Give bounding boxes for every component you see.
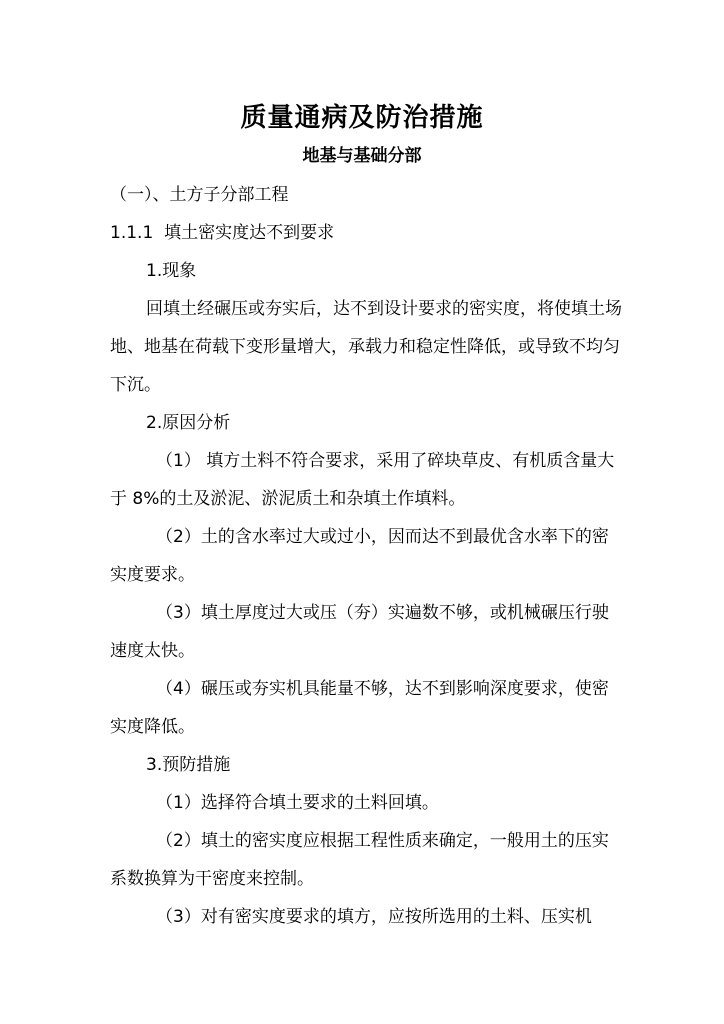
section-heading: （一）、土方子分部工程 xyxy=(110,185,289,205)
subsection-heading: 1.1.1 填土密实度达不到要求 xyxy=(110,223,335,243)
prevention-item-3: （3）对有密实度要求的填方，应按所选用的土料、压实机 xyxy=(156,907,592,927)
prevention-heading: 3.预防措施 xyxy=(146,755,231,775)
cause-item-1: （1） 填方土料不符合要求，采用了碎块草皮、有机质含量大于 8%的土及淤泥、淤泥质土和杂填土作填料。 xyxy=(110,451,615,509)
causes-heading: 2.原因分析 xyxy=(146,413,231,433)
prevention-item-2: （2）填土的密实度应根据工程性质来确定，一般用土的压实系数换算为干密度来控制。 xyxy=(110,831,609,889)
cause-item-3: （3）填土厚度过大或压（夯）实遍数不够，或机械碾压行驶速度太快。 xyxy=(110,603,609,661)
document-subtitle: 地基与基础分部 xyxy=(302,146,422,166)
document-body xyxy=(110,176,625,936)
cause-item-2: （2）土的含水率过大或过小，因而达不到最优含水率下的密实度要求。 xyxy=(110,527,609,585)
phenomenon-heading: 1.现象 xyxy=(146,261,197,281)
cause-item-4: （4）碾压或夯实机具能量不够，达不到影响深度要求，使密实度降低。 xyxy=(110,679,609,737)
phenomenon-paragraph: 回填土经碾压或夯实后，达不到设计要求的密实度，将使填土场地、地基在荷载下变形量增大，承载力和稳定性降低，或导致不均匀下沉。 xyxy=(110,299,622,395)
prevention-item-1: （1）选择符合填土要求的土料回填。 xyxy=(156,793,439,813)
document-title: 质量通病及防治措施 xyxy=(240,103,484,133)
